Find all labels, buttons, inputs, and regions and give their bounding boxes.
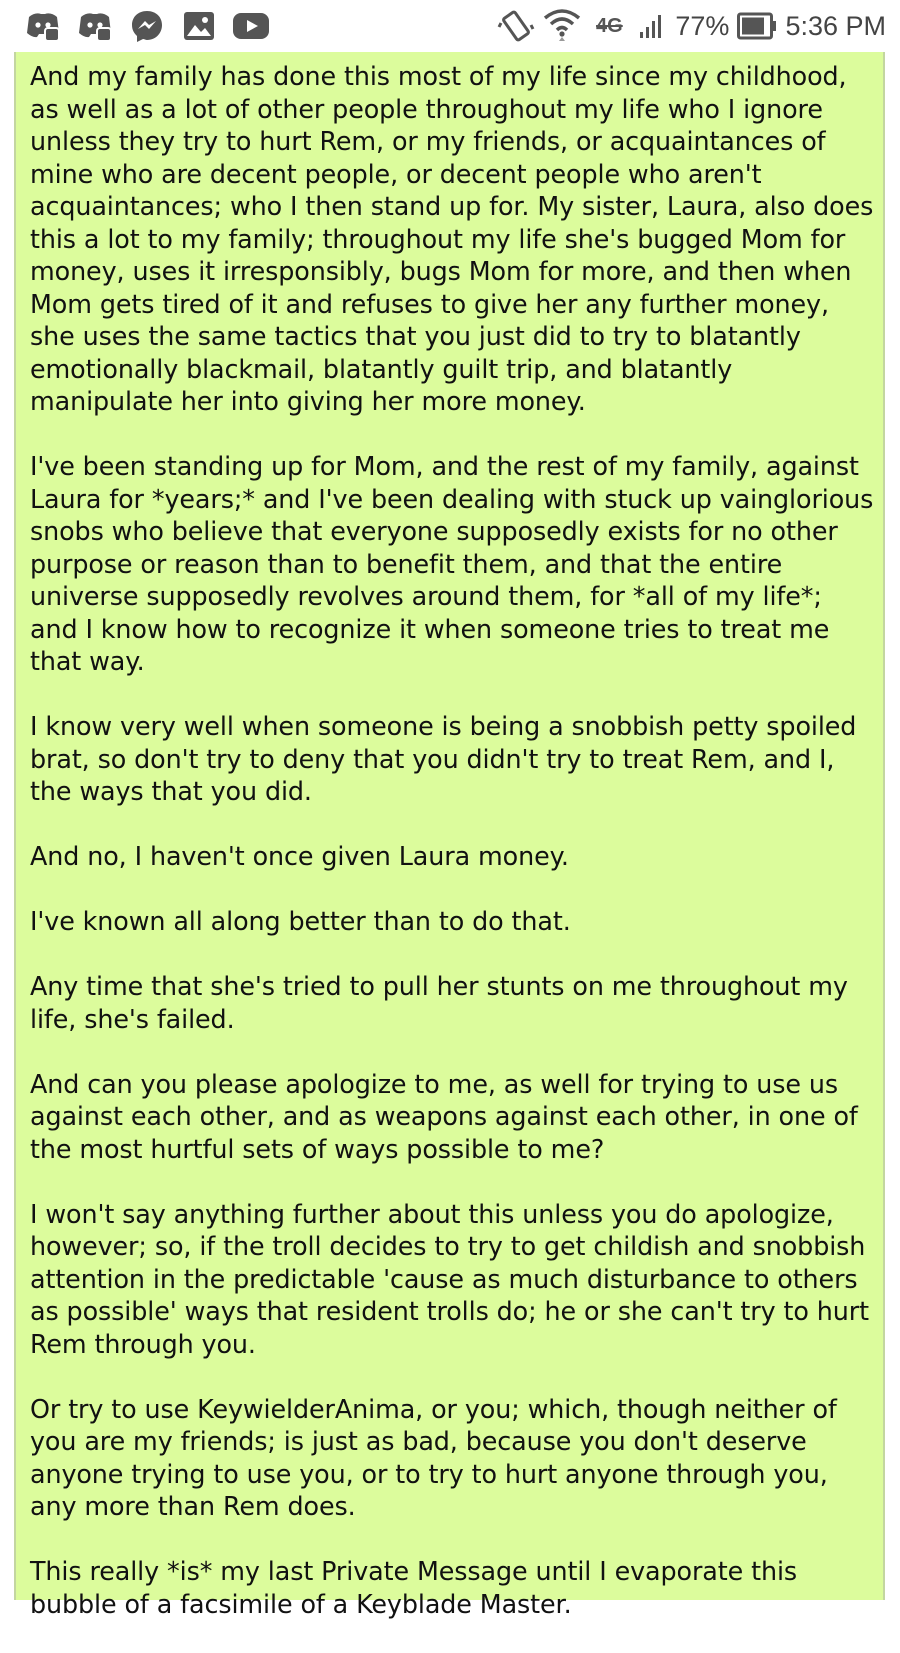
- message-paragraph: And no, I haven't once given Laura money.: [30, 841, 569, 871]
- message-paragraph: I know very well when someone is being a snobbish petty spoiled brat, so don't try to deny that you didn't try to treat Rem, and I, the ways that you did.: [30, 711, 857, 806]
- network-type-icon: [589, 8, 629, 44]
- message-paragraph: Or try to use KeywielderAnima, or you; which, though neither of you are my friends; is just as bad, because you don't deserve anyone trying to use you, or to try to hurt anyone through you, any more than Rem does.: [30, 1393, 837, 1521]
- message-paragraph: I've been standing up for Mom, and the rest of my family, against Laura for *years;* and I've been dealing with stuck up vainglorious snobs who believe that everyone supposedly exists for no other purpose or reason than to benefit them, and that the entire universe supposedly revolves around them, for *all of my life*; and I know how to recognize it when someone tries to treat me that way.: [30, 451, 874, 676]
- network-label: 4G: [596, 14, 623, 37]
- message-paragraph: Any time that she's tried to pull her stunts on me throughout my life, she's failed.: [30, 971, 848, 1034]
- message-paragraph: I've known all along better than to do that.: [30, 906, 571, 936]
- signal-icon: [637, 8, 667, 44]
- private-message-panel: [14, 52, 885, 1619]
- gallery-icon[interactable]: [180, 8, 218, 44]
- battery-percent: 77%: [675, 10, 730, 41]
- wifi-icon: [543, 8, 581, 44]
- message-paragraph: And can you please apologize to me, as well for trying to use us against each other, and as weapons against each other, in one of the most hurtful sets of ways possible to me?: [30, 1068, 858, 1164]
- message-paragraph: This really *is* my last Private Message until I evaporate this bubble of a facsimile of a Keyblade Master.: [30, 1556, 798, 1619]
- notification-icons: [24, 8, 270, 44]
- system-status: [497, 6, 886, 46]
- clock: 5:36 PM: [785, 10, 886, 41]
- message-body: [30, 60, 876, 1653]
- youtube-icon[interactable]: [232, 8, 270, 44]
- battery-icon: [737, 8, 777, 44]
- vibrate-icon: [497, 8, 535, 44]
- discord-icon[interactable]: [24, 8, 62, 44]
- message-paragraph: I won't say anything further about this unless you do apologize, however; so, if the troll decides to try to get childish and snobbish attention in the predictable 'cause as much disturbance to others as possible' ways that resident trolls do; he or she can't try to hurt Rem through you.: [30, 1198, 869, 1359]
- status-bar: [0, 0, 900, 52]
- message-paragraph: And my family has done this most of my life since my childhood, as well as a lot of other people throughout my life who I ignore unless they try to hurt Rem, or my friends, or acquaintances of mine who are decent people, or decent people who aren't acquaintances; who I then stand up for. My sister, Laura, also does this a lot to my family; throughout my life she's bugged Mom for money, uses it irresponsibly, bugs Mom for more, and then when Mom gets tired of it and refuses to give her any further money, she uses the same tactics that you just did to try to blatantly emotionally blackmail, blatantly guilt trip, and blatantly manipulate her into giving her more money.: [30, 61, 874, 416]
- discord-icon[interactable]: [76, 8, 114, 44]
- messenger-icon[interactable]: [128, 8, 166, 44]
